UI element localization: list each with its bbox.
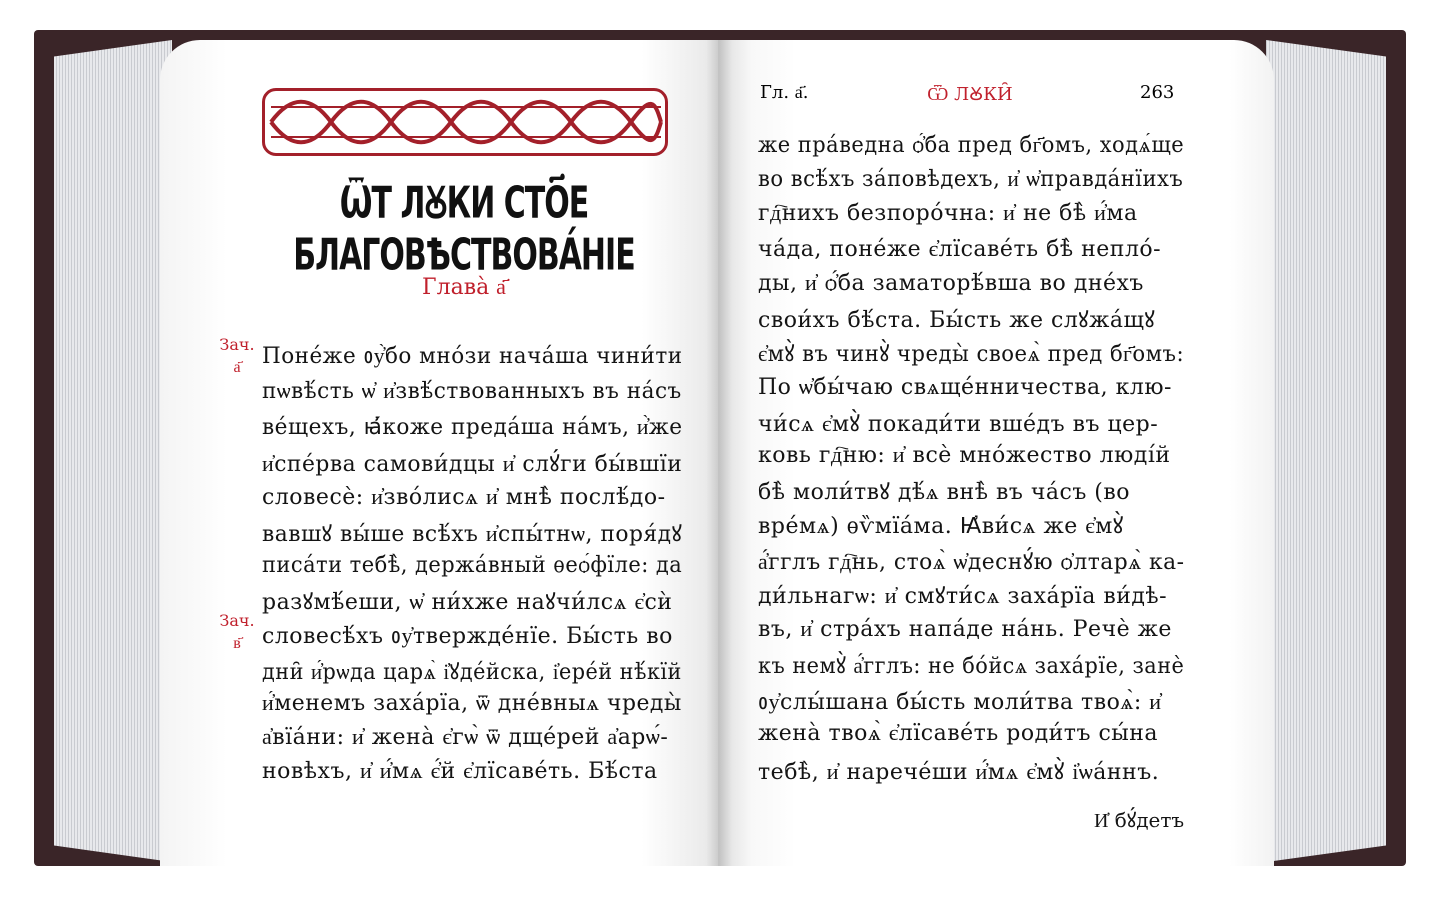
text-line: вавшꙋ вы́ше всѣ́хъ и҆спы́тнѡ, поря́дꙋ — [262, 522, 683, 547]
text-line: а҆́гглъ гд҇нь, стоѧ̀ ѡ҆деснꙋ́ю ѻ҆лтарѧ̀ ка- — [758, 550, 1185, 575]
book-title: ѾТ ЛꙊКИ СТО҃Е БЛАГОВѢСТВОВА́НІЕ — [293, 178, 635, 282]
text-line: и҆́менемъ заха́рїа, ѿ дне́вныѧ чреды̀ — [262, 691, 682, 716]
text-line: ковь гд҇ню: и҆ всѐ мно́жество люді́й — [758, 443, 1171, 468]
text-line: дни̑ и҆́рѡда царѧ̀ і҆ꙋде́йска, і҆ере́й нѣ́кїй — [262, 660, 682, 685]
text-line: писа́ти тебѣ̀, держа́вный ѳеѻ́фїле: да — [262, 553, 683, 578]
running-header-chapter: Гл. а҃. — [760, 82, 809, 103]
page-edges-right — [1266, 40, 1386, 862]
text-line: жена̀ твоѧ̀ є҆лїсаве́ть роди́тъ сы́на — [758, 721, 1159, 746]
text-line: бѣ̀ моли́твꙋ дѣ́ѧ внѣ̀ въ ча́съ (во — [758, 480, 1131, 505]
text-line: тебѣ̀, и҆ нарече́ши и҆́мѧ є҆мꙋ̀ і҆ѡа́ннъ. — [758, 760, 1160, 785]
text-line: разꙋмѣ́еши, ѡ҆ ни́хже наꙋчи́лсѧ є҆сѝ — [262, 590, 673, 615]
text-line: ча́да, поне́же є҆лїсаве́ть бѣ̀ непло́- — [758, 237, 1162, 262]
text-line: ди́льнагѡ: и҆ смꙋти́сѧ заха́рїа ви́дѣ- — [758, 584, 1168, 609]
text-line: словесѐ: и҆зво́лисѧ и҆ мнѣ̀ послѣ́до- — [262, 485, 666, 510]
text-line: гд҇нихъ безпоро́чна: и҆ не бѣ̀ и҆́ма — [758, 201, 1138, 226]
text-line: а҆вїа́ни: и҆ жена̀ є҆гѡ̀ ѿ дще́рей а҆арѡ́- — [262, 725, 669, 750]
text-line: и҆спе́рва самови́дцы и҆ слꙋ́ги бы́вшїи — [262, 452, 683, 477]
text-line: въ, и҆ стра́хъ напа́де на́нь. Речѐ же — [758, 617, 1172, 642]
text-line: ве́щехъ, ꙗ҆́коже преда́ша на́мъ, и҆̀же — [262, 415, 683, 440]
knotwork-ornament — [262, 88, 668, 156]
text-line: Поне́же ᲂу҆̀бо мно́зи нача́ша чини́ти — [262, 344, 683, 369]
text-line: новѣхъ, и҆ и҆́мѧ є҆́й є҆лїсаве́ть. Бѣ́ста — [262, 759, 658, 784]
catchword: И҆ бꙋ́детъ — [1094, 808, 1185, 832]
text-line: къ немꙋ̀ а҆́гглъ: не бо́йсѧ заха́рїе, занѐ — [758, 654, 1185, 679]
margin-note-zach-2: Зач. в҃ — [219, 611, 255, 652]
text-line: во всѣ́хъ за́повѣдехъ, и҆ ѡ҆правда́нїихъ — [758, 167, 1184, 192]
text-line: ды, и҆ ѻ҆́ба заматорѣ́вша во дне́хъ — [758, 271, 1144, 296]
page-edges-left — [54, 40, 172, 862]
chapter-heading: Глава̀ а҃ — [422, 275, 506, 300]
text-line: вре́мѧ) ѳѷмїа́ма. Ꙗ҆ви́сѧ же є҆мꙋ̀ — [758, 514, 1124, 539]
text-line: же пра́ведна ѻ҆́ба пред бг҃омъ, ходѧ́ще — [758, 133, 1185, 158]
text-line: ᲂу҆слы́шана бы́сть моли́тва твоѧ̀: и҆ — [758, 690, 1162, 715]
margin-note-zach-1: Зач. а҃ — [219, 335, 255, 376]
book-gutter — [706, 40, 732, 866]
text-line: є҆мꙋ̀ въ чинꙋ̀ чреды̀ своеѧ̀ пред бг҃омъ: — [758, 342, 1185, 367]
text-line: пѡвѣ́сть ѡ҆ и҆звѣ́ствованныхъ въ на́съ — [262, 379, 682, 404]
text-line: чи́сѧ є҆мꙋ̀ покади́ти вше́дъ въ цер- — [758, 412, 1159, 437]
text-line: словесѣ́хъ ᲂу҆твержде́нїе. Бы́сть во — [262, 624, 673, 649]
text-line: свои́хъ бѣ́ста. Бы́сть же слꙋжа́щꙋ — [758, 308, 1156, 333]
text-line: По ѡ҆бы́чаю свѧще́нничества, клю- — [758, 375, 1172, 400]
page-number: 263 — [1140, 82, 1175, 103]
running-header-title: Ѿ ЛꙊКИ̑ — [927, 84, 1013, 105]
